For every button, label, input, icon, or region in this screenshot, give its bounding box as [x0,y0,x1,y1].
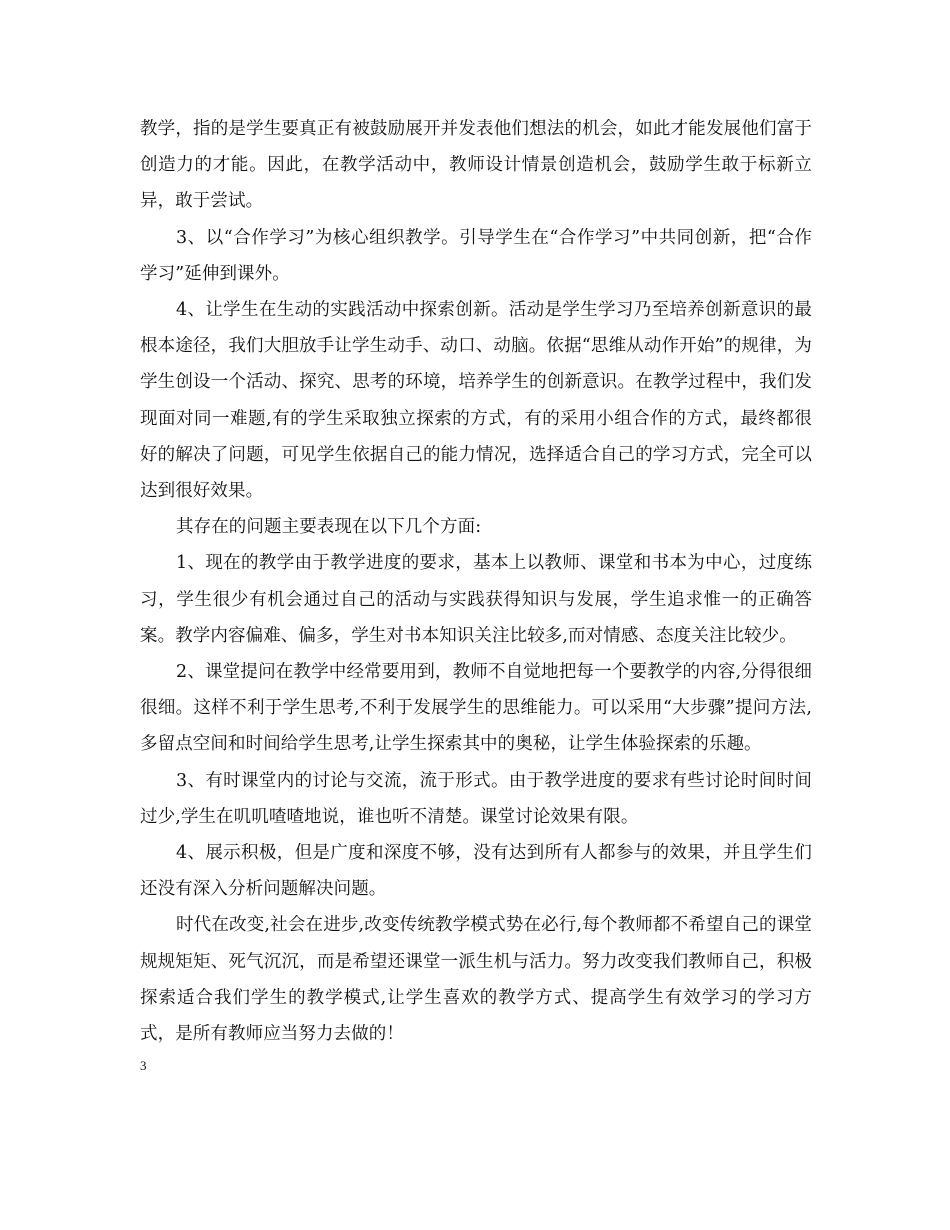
paragraph-conclusion: 时代在改变,社会在进步,改变传统教学模式势在必行,每个教师都不希望自己的课堂规规矩矩、死气沉沉，而是希望还课堂一派生机与活力。努力改变我们教师自己，积极探索适合我们学生的教学模式,让学生喜欢的教学方式、提高学生有效学习的学习方式，是所有教师应当努力去做的！ [140,915,812,1045]
paragraph-continuation: 教学，指的是学生要真正有被鼓励展开并发表他们想法的机会，如此才能发展他们富于创造力的才能。因此，在教学活动中，教师设计情景创造机会，鼓励学生敢于标新立异，敢于尝试。 [140,119,812,212]
paragraph-problem-2: 2、课堂提问在教学中经常要用到，教师不自觉地把每一个要教学的内容,分得很细很细。这样不利于学生思考,不利于发展学生的思维能力。可以采用“大步骤”提问方法,多留点空间和时间给学生思考,让学生探索其中的奥秘，让学生体验探索的乐趣。 [140,662,812,755]
paragraph-cooperative-learning: 3、以“合作学习”为核心组织教学。引导学生在“合作学习”中共同创新，把“合作学习”延伸到课外。 [140,227,812,284]
document-body [140,111,812,1052]
paragraph-problem-1: 1、现在的教学由于教学进度的要求，基本上以教师、课堂和书本为中心，过度练习，学生很少有机会通过自己的活动与实践获得知识与发展，学生追求惟一的正确答案。教学内容偏难、偏多，学生对书本知识关注比较多,而对情感、态度关注比较少。 [140,553,812,646]
paragraph-problem-3: 3、有时课堂内的讨论与交流，流于形式。由于教学进度的要求有些讨论时间时间过少,学生在叽叽喳喳地说，谁也听不清楚。课堂讨论效果有限。 [140,770,812,827]
paragraph-problem-4: 4、展示积极，但是广度和深度不够，没有达到所有人都参与的效果，并且学生们还没有深入分析问题解决问题。 [140,843,812,900]
page-number: 3 [140,1058,147,1073]
paragraph-practice-activities: 4、让学生在生动的实践活动中探索创新。活动是学生学习乃至培养创新意识的最根本途径，我们大胆放手让学生动手、动口、动脑。依据“思维从动作开始”的规律，为学生创设一个活动、探究、思考的环境，培养学生的创新意识。在教学过程中，我们发现面对同一难题,有的学生采取独立探索的方式，有的采用小组合作的方式，最终都很好的解决了问题，可见学生依据自己的能力情况，选择适合自己的学习方式，完全可以达到很好效果。 [140,300,812,502]
paragraph-problems-intro: 其存在的问题主要表现在以下几个方面: [176,517,482,538]
